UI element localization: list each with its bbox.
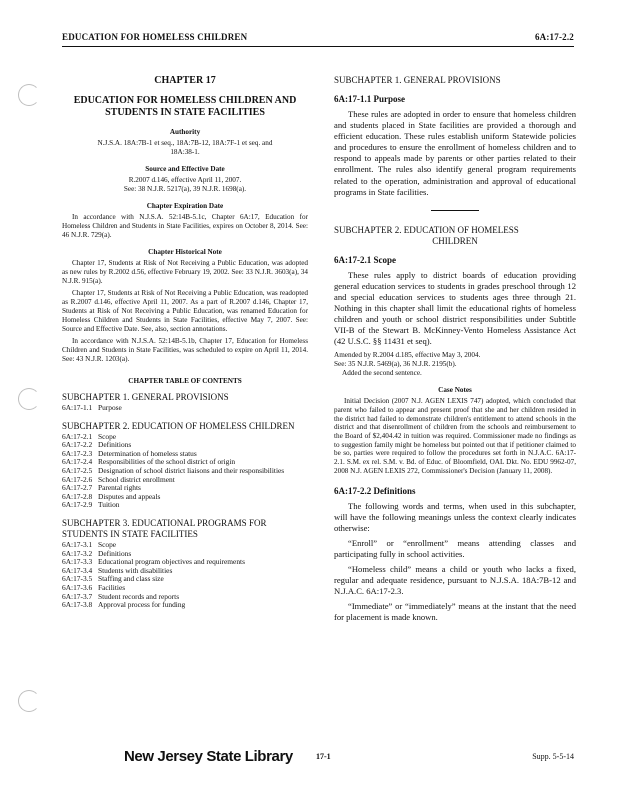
toc-entry-number: 6A:17-2.7 xyxy=(62,483,93,493)
source-line-1: R.2007 d.146, effective April 11, 2007. xyxy=(128,176,242,184)
case-notes-body: Initial Decision (2007 N.J. AGEN LEXIS 747) adopted, which concluded that parent who failed to appear and present proof that she and her children resided in the district had failed to demonstrate children's entitlement to attend schools in the district and that disenrollment of children from the schools and reimbursement to the Board of $2,404.42 in tuition was required. Commissioner made no findings as to suggestion family might be homeless but pointed out that if petitioner claimed to be so, parties were required to follow the procedures set forth in N.J.A.C. 6A:17-2.1. S.M. ex rel. S.M. v. Bd. of Educ. of Bloomfield, OAL Dkt. No. EDU 9962-07, 2008 N.J. AGEN LEXIS 272, Commissioner's Decision (January 11, 2008). xyxy=(334,397,576,475)
punch-hole-icon xyxy=(18,388,40,410)
running-header xyxy=(62,32,574,46)
toc-entry-title: Facilities xyxy=(98,582,126,592)
toc-subchapter-1: SUBCHAPTER 1. GENERAL PROVISIONS xyxy=(62,392,229,402)
expiration-heading: Chapter Expiration Date xyxy=(146,202,224,210)
chapter-title: EDUCATION FOR HOMELESS CHILDREN AND STUDENTS IN STATE FACILITIES xyxy=(73,95,297,118)
toc-entry-number: 6A:17-2.5 xyxy=(62,465,93,475)
toc-entry xyxy=(62,601,308,610)
section-1-1-body: These rules are adopted in order to ensure that homeless children and students placed in State facilities are provided a thorough and efficient education. These rules establish uniform Statewide policies and procedures to ensure the enrollment of homeless children and to respond to appeals made by parents or other parties related to their enrollment. The rules also identify general program requirements related to the operation, administration and approval of educational programs in State facilities. xyxy=(334,109,576,197)
definition-homeless-child: “Homeless child” means a child or youth who lacks a fixed, regular and adequate residence, pursuant to N.J.S.A. 18A:7B-12 and N.J.A.C. 6A:17-2.3. xyxy=(334,563,576,597)
toc-entry-title: Student records and reports xyxy=(98,591,180,601)
toc-entry-number: 6A:17-1.1 xyxy=(62,403,93,412)
header-rule xyxy=(62,46,574,47)
toc-entry-title: Definitions xyxy=(98,440,132,450)
toc-subchapter-2-list xyxy=(62,433,308,510)
supplement-date: Supp. 5-5-14 xyxy=(532,752,574,761)
section-2-1-body: These rules apply to district boards of education providing general education services to students in grades preschool through 12 and special education services to students ages three through 21. Nothing in this chapter shall limit the educational rights of homeless children and youth or school district responsibilities under Subtitle VII-B of the Stewart B. McKinney-Vento Homeless Assistance Act (42 U.S.C. §§ 11431 et seq). xyxy=(334,269,576,347)
history-paragraph-3: In accordance with N.J.S.A. 52:14B-5.1b, Chapter 17, Education for Homeless Children and Students in State Facilities, was scheduled to expire on April 11, 2014. See: 43 N.J.R. 1203(a). xyxy=(62,337,308,363)
punch-hole-icon xyxy=(18,84,40,106)
toc-entry-number: 6A:17-2.3 xyxy=(62,448,93,458)
toc-entry-title: Educational program objectives and requirements xyxy=(98,557,245,567)
toc-entry-title: Scope xyxy=(98,539,117,549)
punch-hole-icon xyxy=(18,690,40,712)
definitions-intro: The following words and terms, when used in this subchapter, will have the following meanings unless the context clearly indicates otherwise: xyxy=(334,500,576,533)
toc-entry xyxy=(62,404,308,413)
toc-entry-title: Disputes and appeals xyxy=(98,491,161,501)
expiration-text: In accordance with N.J.S.A. 52:14B-5.1c, Chapter 6A:17, Education for Homeless Children and Students in State Facilities, expires on October 8, 2014. See: 46 N.J.R. 729(a). xyxy=(62,213,308,239)
amendment-line-2: See: 35 N.J.R. 5469(a), 36 N.J.R. 2195(b). xyxy=(334,360,457,368)
subchapter-2-heading-cont: CHILDREN xyxy=(432,235,478,246)
toc-entry-number: 6A:17-2.8 xyxy=(62,491,93,501)
toc-entry-number: 6A:17-2.4 xyxy=(62,457,93,467)
toc-entry-title: Students with disabilities xyxy=(98,565,173,575)
history-paragraph-2: Chapter 17, Students at Risk of Not Receiving a Public Education, was readopted as R.2007 d.146, effective April 11, 2007. As a part of R.2007 d.146, Chapter 17, Students at Risk of Not Receiving a Public Education, was renamed Education for Homeless Children and Students in State Facilities, effective May 7, 2007. See: Source and Effective Date. See, also, section annotations. xyxy=(62,289,308,333)
source-line-2: See: 38 N.J.R. 5217(a), 39 N.J.R. 1698(a). xyxy=(123,185,247,193)
section-2-2-title: 6A:17-2.2 Definitions xyxy=(334,485,416,496)
toc-entry-number: 6A:17-3.4 xyxy=(62,565,93,575)
toc-entry-title: Determination of homeless status xyxy=(98,448,197,458)
page-number: 17-1 xyxy=(316,752,331,761)
toc-entry-number: 6A:17-3.2 xyxy=(62,548,93,558)
authority-text: N.J.S.A. 18A:7B-1 et seq., 18A:7B-12, 18A:7F-1 et seq. and 18A:38-1. xyxy=(97,139,273,156)
definition-enroll: “Enroll” or “enrollment” means attending classes and participating fully in school activities. xyxy=(334,537,576,559)
toc-entry-number: 6A:17-2.1 xyxy=(62,431,93,441)
toc-entry-title: Staffing and class size xyxy=(98,574,164,584)
toc-entry-number: 6A:17-3.1 xyxy=(62,539,93,549)
toc-entry-title: Purpose xyxy=(98,403,122,412)
toc-entry-title: Scope xyxy=(98,431,117,441)
history-heading: Chapter Historical Note xyxy=(148,248,222,256)
toc-entry-number: 6A:17-3.6 xyxy=(62,582,93,592)
header-title: EDUCATION FOR HOMELESS CHILDREN xyxy=(62,32,248,42)
toc-entry-number: 6A:17-3.7 xyxy=(62,591,93,601)
subchapter-1-heading: SUBCHAPTER 1. GENERAL PROVISIONS xyxy=(334,75,501,85)
toc-subchapter-3: SUBCHAPTER 3. EDUCATIONAL PROGRAMS FOR STUDENTS IN STATE FACILITIES xyxy=(62,517,267,539)
toc-entry-number: 6A:17-3.5 xyxy=(62,574,93,584)
toc-entry-number: 6A:17-2.6 xyxy=(62,474,93,484)
toc-entry-title: Tuition xyxy=(98,500,120,510)
page-footer xyxy=(62,748,574,776)
source-heading: Source and Effective Date xyxy=(145,165,225,173)
toc-entry-title: Designation of school district liaisons and their responsibilities xyxy=(98,465,285,475)
case-notes-heading: Case Notes xyxy=(438,386,472,395)
left-column xyxy=(62,75,308,610)
amendment-line-3: Added the second sentence. xyxy=(342,368,422,377)
chapter-number: CHAPTER 17 xyxy=(154,75,216,86)
toc-entry-number: 6A:17-2.2 xyxy=(62,440,93,450)
toc-entry-number: 6A:17-3.3 xyxy=(62,557,93,567)
toc-entry-title: Definitions xyxy=(98,548,132,558)
toc-subchapter-1-list xyxy=(62,404,308,413)
toc-entry-title: Approval process for funding xyxy=(98,600,186,610)
toc-entry-title: Responsibilities of the school district of origin xyxy=(98,457,236,467)
section-1-1-title: 6A:17-1.1 Purpose xyxy=(334,94,405,104)
subchapter-2-heading: SUBCHAPTER 2. EDUCATION OF HOMELESS xyxy=(334,224,519,235)
section-2-1-title: 6A:17-2.1 Scope xyxy=(334,254,396,265)
toc-subchapter-2: SUBCHAPTER 2. EDUCATION OF HOMELESS CHILDREN xyxy=(62,420,295,431)
toc-entry-title: School district enrollment xyxy=(98,474,175,484)
toc-entry-number: 6A:17-3.8 xyxy=(62,600,93,610)
toc-entry xyxy=(62,501,308,510)
definition-immediate: “Immediate” or “immediately” means at the instant that the need for placement is made known. xyxy=(334,601,576,623)
header-section-number: 6A:17-2.2 xyxy=(534,32,574,42)
section-divider xyxy=(431,210,479,211)
toc-entry-number: 6A:17-2.9 xyxy=(62,500,93,510)
library-stamp: New Jersey State Library xyxy=(124,748,293,765)
history-paragraph-1: Chapter 17, Students at Risk of Not Receiving a Public Education, was adopted as new rules by R.2002 d.56, effective February 19, 2002. See: 33 N.J.R. 3603(a), 34 N.J.R. 915(a). xyxy=(62,259,308,285)
authority-heading: Authority xyxy=(169,128,201,136)
right-column xyxy=(334,75,576,627)
amendment-line-1: Amended by R.2004 d.185, effective May 3, 2004. xyxy=(334,351,481,360)
toc-subchapter-3-list xyxy=(62,541,308,610)
toc-heading: CHAPTER TABLE OF CONTENTS xyxy=(128,377,242,385)
toc-entry-title: Parental rights xyxy=(98,483,141,493)
